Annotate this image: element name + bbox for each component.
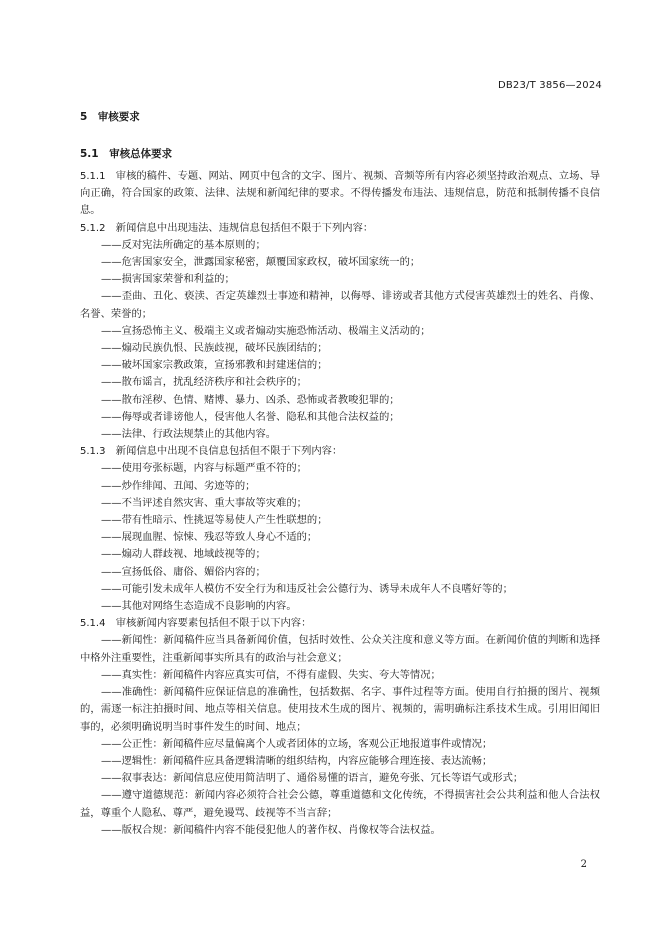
clause-number: 5.1.1 [80,171,106,182]
list-item: ——新闻性：新闻稿件应当具备新闻价值，包括时效性、公众关注度和意义等方面。在新闻价值的判断和选择中格外注重要性，注重新闻事实所具有的政治与社会意义； [80,634,600,664]
list-item: ——公正性：新闻稿件应尽量偏离个人或者团体的立场，客观公正地报道事件或情况； [101,737,493,750]
list-item: ——不当评述自然灾害、重大事故等灾难的； [101,496,307,509]
clause-number: 5.1.3 [80,446,106,458]
list-item: ——破坏国家宗教政策，宣扬邪教和封建迷信的； [101,359,328,372]
list-item: ——叙事表达：新闻信息应使用简洁明了、通俗易懂的语言，避免夸张、冗长等语气或形式； [101,772,524,785]
list-item: ——反对宪法所确定的基本原则的； [101,238,266,251]
clause-intro: 新闻信息中出现不良信息包括但不限于下列内容： [115,445,343,458]
list-item: ——宣扬低俗、庸俗、媚俗内容的； [101,565,266,578]
clause-5-1-4 [80,615,600,632]
page-number: 2 [580,859,587,870]
clause-intro: 审核新闻内容要素包括但不限于以下内容： [115,617,312,630]
list-item: ——煽动人群歧视、地域歧视等的； [101,548,266,561]
list-item: ——展现血腥、惊悚、残忍等致人身心不适的； [101,531,318,544]
list-item: ——歪曲、丑化、亵渎、否定英雄烈士事迹和精神，以侮辱、诽谤或者其他方式侵害英雄烈士的姓名、肖像、名誉、荣誉的； [80,290,600,320]
list-item: ——真实性：新闻稿件内容应真实可信，不得有虚假、失实、夸大等情况； [101,668,441,681]
list-item: ——可能引发未成年人模仿不安全行为和违反社会公德行为、诱导未成年人不良嗜好等的； [101,582,513,595]
clause-text: 审核的稿件、专题、网站、网页中包含的文字、图片、视频、音频等所有内容必须坚持政治观点、立场、导向正确，符合国家的政策、法律、法规和新闻纪律的要求。不得传播发布违法、违规信息，防范和抵制传播不良信息。 [80,170,601,217]
list-item: ——散布谣言，扰乱经济秩序和社会秩序的； [101,376,307,389]
clause-5-1-1 [80,168,600,220]
section-content [80,168,600,839]
clause-5-1-3 [80,443,600,460]
clause-number: 5.1.4 [80,618,106,630]
list-item: ——带有性暗示、性挑逗等易使人产生性联想的； [101,514,328,527]
section-5-heading: 5 审核要求 [80,111,140,123]
list-item: ——版权合规：新闻稿件内容不能侵犯他人的著作权、肖像权等合法权益。 [101,823,441,836]
clause-number: 5.1.2 [80,222,106,234]
list-item: ——准确性：新闻稿件应保证信息的准确性，包括数据、名字、事件过程等方面。使用自行拍摄的图片、视频的，需逐一标注拍摄时间、地点等相关信息。使用技术生成的图片、视频的，需明确标注系技术生成。引用旧闻旧事的，必须明确说明当时事件发生的时间、地点； [80,686,600,733]
list-item: ——炒作绯闻、丑闻、劣迹等的； [101,479,256,492]
section-5-1-heading: 5.1 审核总体要求 [80,148,173,160]
clause-5-1-2 [80,220,600,237]
list-item: ——散布淫秽、色情、赌博、暴力、凶杀、恐怖或者教唆犯罪的； [101,393,400,406]
list-item: ——逻辑性：新闻稿件应具备逻辑清晰的组织结构，内容应能够合理连接、表达流畅； [101,754,493,767]
list-item: ——法律、行政法规禁止的其他内容。 [101,428,277,441]
list-item: ——宣扬恐怖主义、极端主义或者煽动实施恐怖活动、极端主义活动的； [101,324,431,337]
standard-number: DB23/T 3856—2024 [497,80,602,91]
list-item: ——危害国家安全，泄露国家秘密，颠覆国家政权，破坏国家统一的； [101,256,421,269]
list-item: ——使用夸张标题，内容与标题严重不符的； [101,462,307,475]
list-item: ——煽动民族仇恨、民族歧视，破坏民族团结的； [101,342,328,355]
list-item: ——其他对网络生态造成不良影响的内容。 [101,600,297,613]
list-item: ——损害国家荣誉和利益的； [101,273,235,286]
list-item: ——遵守道德规范：新闻内容必须符合社会公德，尊重道德和文化传统，不得损害社会公共利益和他人合法权益，尊重个人隐私、尊严，避免谩骂、歧视等不当言辞； [80,789,600,819]
clause-intro: 新闻信息中出现违法、违规信息包括但不限于下列内容： [115,221,374,234]
list-item: ——侮辱或者诽谤他人，侵害他人名誉、隐私和其他合法权益的； [101,410,400,423]
